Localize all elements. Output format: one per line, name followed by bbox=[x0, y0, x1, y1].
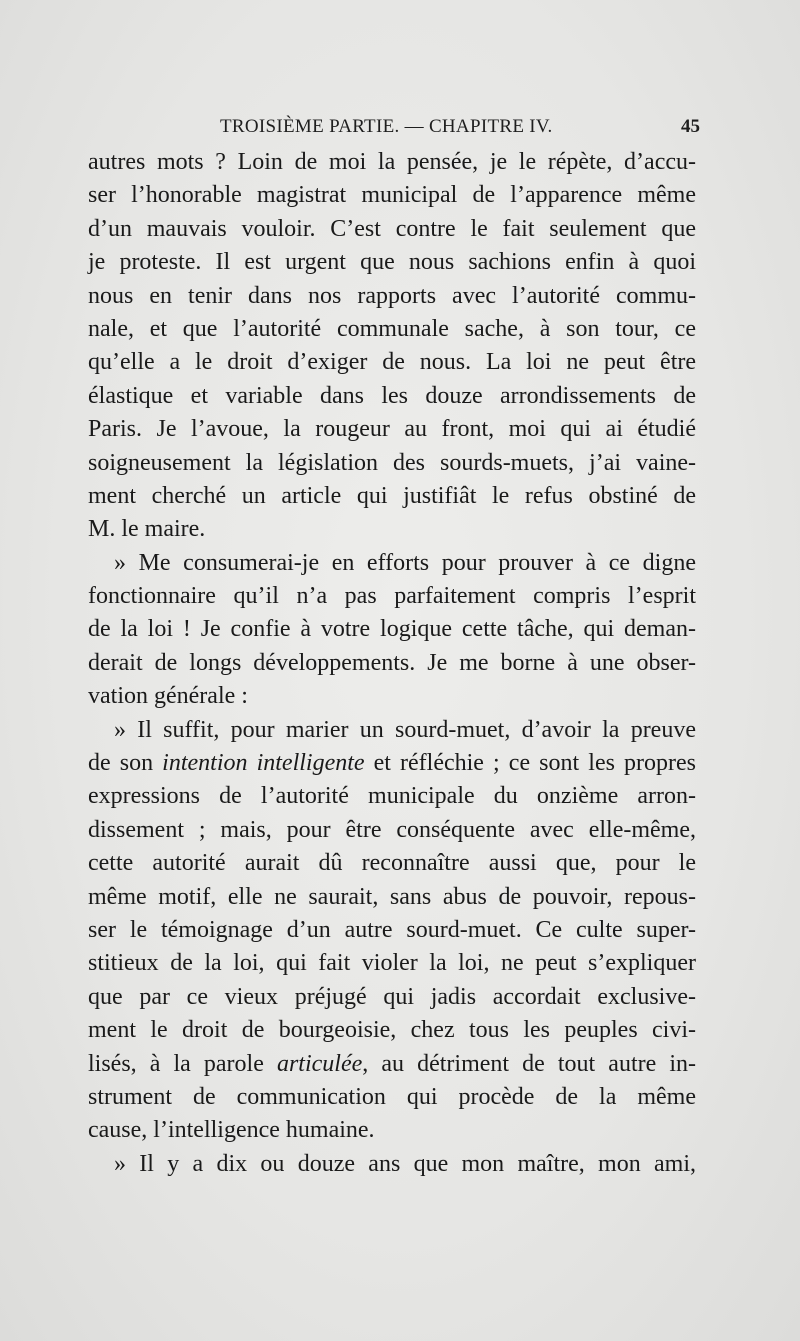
page-number: 45 bbox=[681, 116, 700, 137]
running-head: TROISIÈME PARTIE. — CHAPITRE IV. bbox=[220, 116, 553, 137]
text-run: de son bbox=[88, 750, 163, 777]
text-line: cause, l’intelligence humaine. bbox=[88, 1117, 375, 1144]
text-line: nous en tenir dans nos rapports avec l’autorité commu- bbox=[88, 282, 696, 309]
text-line: élastique et variable dans les douze arrondissements de bbox=[88, 382, 696, 409]
text-line: » Me consumerai-je en efforts pour prouver à ce digne bbox=[114, 549, 696, 576]
text-line: » Il y a dix ou douze ans que mon maître, mon ami, bbox=[114, 1150, 696, 1177]
text-run: et réfléchie ; ce sont les propres bbox=[364, 750, 696, 777]
text-line: de la loi ! Je confie à votre logique cette tâche, qui deman- bbox=[88, 616, 696, 643]
italic-phrase: articulée bbox=[276, 1050, 363, 1077]
text-line: strument de communication qui procède de la même bbox=[88, 1083, 696, 1110]
text-line: derait de longs développements. Je me borne à une obser- bbox=[88, 649, 696, 676]
text-line bbox=[88, 747, 696, 780]
text-line: qu’elle a le droit d’exiger de nous. La loi ne peut être bbox=[88, 349, 696, 376]
text-line: vation générale : bbox=[88, 683, 248, 710]
text-line: ser le témoignage d’un autre sourd-muet. Ce culte super- bbox=[88, 916, 696, 943]
text-line: d’un mauvais vouloir. C’est contre le fait seulement que bbox=[88, 215, 696, 242]
text-run: , au détriment de tout autre in- bbox=[362, 1050, 697, 1077]
text-line bbox=[88, 1048, 696, 1081]
text-line: autres mots ? Loin de moi la pensée, je le répète, d’accu- bbox=[88, 149, 696, 175]
text-line: expressions de l’autorité municipale du onzième arron- bbox=[88, 783, 696, 810]
text-line: soigneusement la législation des sourds-muets, j’ai vaine- bbox=[88, 449, 696, 476]
text-line: M. le maire. bbox=[88, 516, 206, 543]
text-line: Paris. Je l’avoue, la rougeur au front, moi qui ai étudié bbox=[88, 416, 696, 443]
text-run: lisés, à la parole bbox=[88, 1050, 277, 1077]
page-header bbox=[88, 114, 700, 140]
text-line: fonctionnaire qu’il n’a pas parfaitement compris l’esprit bbox=[88, 583, 696, 610]
text-line: que par ce vieux préjugé qui jadis accordait exclusive- bbox=[88, 983, 696, 1010]
text-line: ser l’honorable magistrat municipal de l’apparence même bbox=[88, 182, 696, 209]
text-line: nale, et que l’autorité communale sache, à son tour, ce bbox=[88, 315, 696, 342]
text-line: je proteste. Il est urgent que nous sachions enfin à quoi bbox=[88, 249, 696, 276]
text-line: ment cherché un article qui justifiât le refus obstiné de bbox=[88, 482, 696, 509]
text-line: ment le droit de bourgeoisie, chez tous les peuples civi- bbox=[88, 1017, 696, 1044]
text-line: cette autorité aurait dû reconnaître aussi que, pour le bbox=[88, 850, 696, 877]
text-line: même motif, elle ne saurait, sans abus de pouvoir, repous- bbox=[88, 883, 696, 910]
text-line: dissement ; mais, pour être conséquente avec elle-même, bbox=[88, 816, 696, 843]
text-line: stitieux de la loi, qui fait violer la loi, ne peut s’expliquer bbox=[88, 950, 696, 977]
text-line: » Il suffit, pour marier un sourd-muet, d’avoir la preuve bbox=[114, 716, 696, 743]
italic-phrase: intention intelligente bbox=[162, 750, 365, 777]
body-text bbox=[88, 146, 696, 1181]
